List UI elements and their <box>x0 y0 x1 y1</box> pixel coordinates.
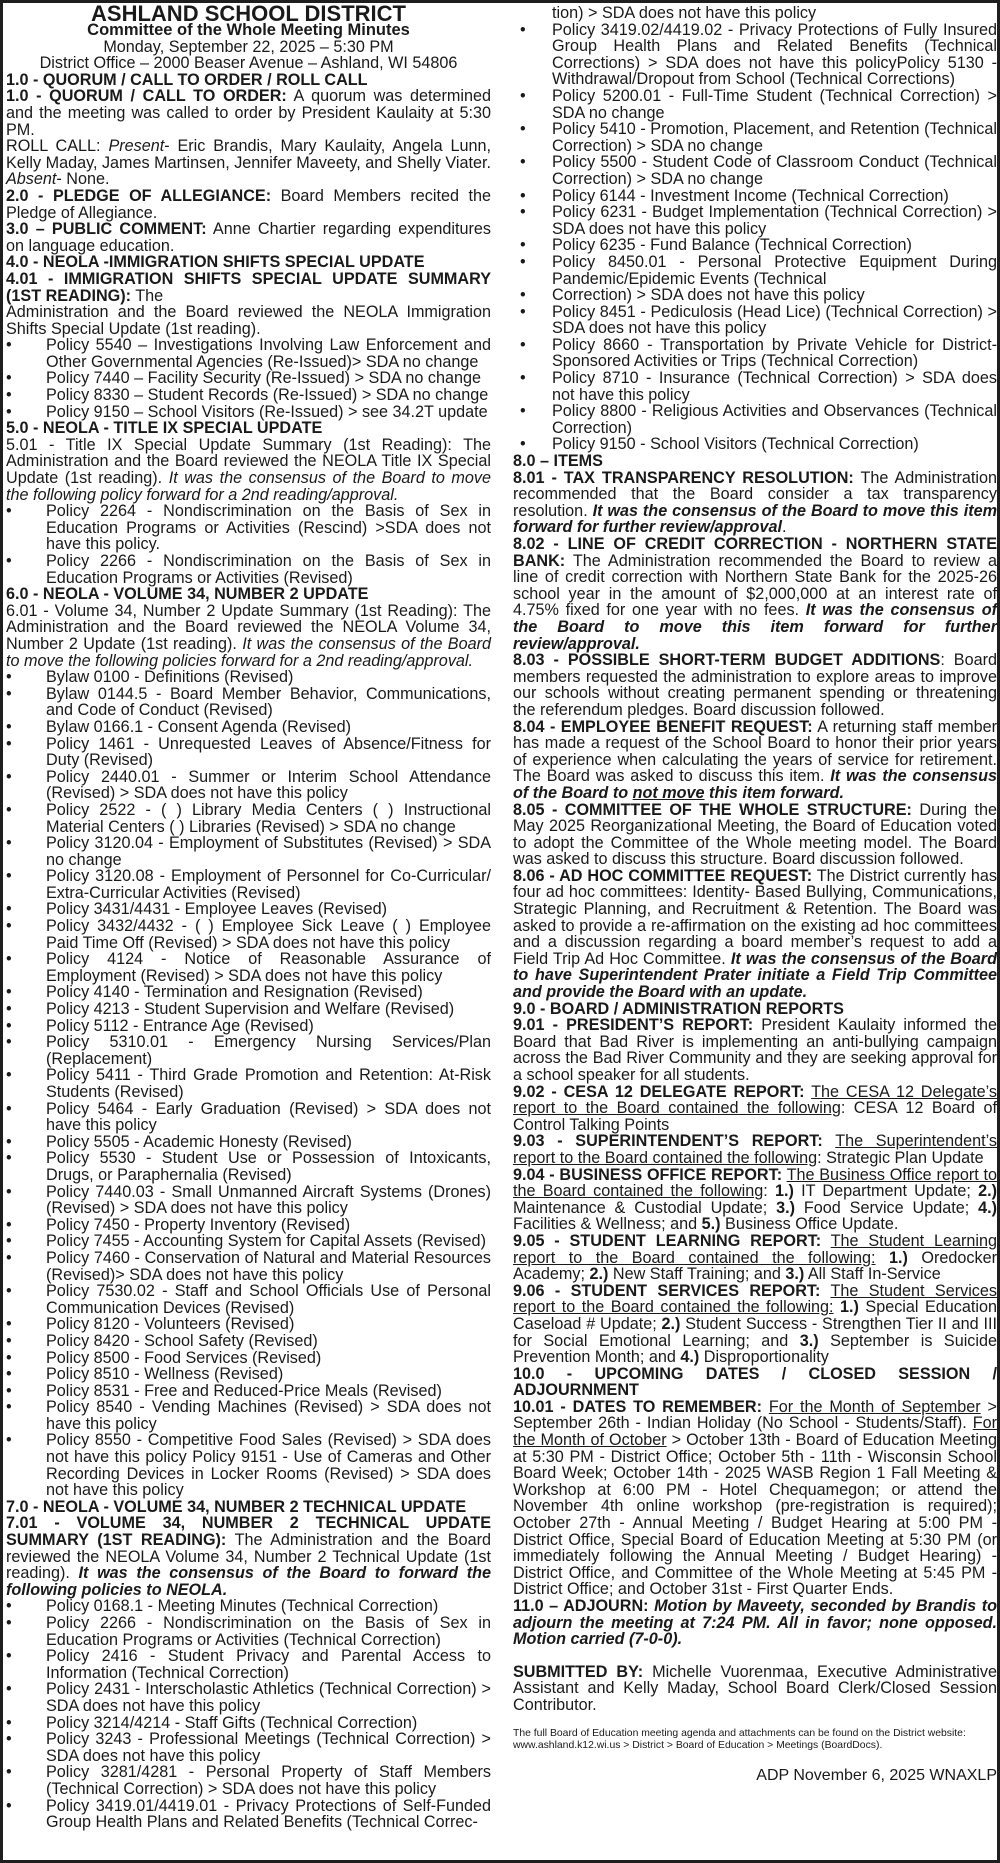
list-item: • Policy 3120.08 - Employment of Personnel for Co-Curricular/ Extra-Curricular Activities (Revised) <box>6 868 491 901</box>
section-5-heading: 5.0 - NEOLA - TITLE IX SPECIAL UPDATE <box>6 419 323 438</box>
list-item: • Policy 8451 - Pediculosis (Head Lice) (Technical Correction) > SDA does not have this policy <box>513 304 997 337</box>
document-subtitle: Committee of the Whole Meeting Minutes <box>87 21 410 39</box>
section-1-heading: 1.0 - QUORUM / CALL TO ORDER / ROLL CALL <box>6 70 368 89</box>
list-item: • Policy 8510 - Wellness (Revised) <box>6 1366 491 1383</box>
list-item: • Policy 8450.01 - Personal Protective Equipment During Pandemic/Epidemic Events (Technical <box>513 254 997 287</box>
report-9-01: 9.01 - PRESIDENT’S REPORT: President Kaulaity informed the Board that Bad River is implementing an anti-bullying campaign across the Bad River Community and they are seeking approval for a school speaker for all students. <box>513 1016 998 1084</box>
list-item: • Policy 5530 - Student Use or Possession of Intoxicants, Drugs, or Paraphernalia (Revised) <box>6 1150 491 1183</box>
section-4-policy-list <box>6 337 491 420</box>
section-4-heading: 4.0 - NEOLA -IMMIGRATION SHIFTS SPECIAL UPDATE <box>6 253 425 272</box>
section-7-body: 7.01 - VOLUME 34, NUMBER 2 TECHNICAL UPDATE SUMMARY (1ST READING): The Administration and the Board reviewed the NEOLA Volume 34, Number 2 Technical Update (1st reading). It was the consensus of the Board to forward the following policies to NEOLA. <box>6 1514 491 1599</box>
meeting-date: Monday, September 22, 2025 – 5:30 PM <box>103 37 394 56</box>
list-item: • Policy 5540 – Investigations Involving Law Enforcement and Other Governmental Agencies (Re-Issued)> SDA no change <box>6 337 491 370</box>
website-note: The full Board of Education meeting agenda and attachments can be found on the District website: www.ashland.k12.wi.us > District > Board of Education > Meetings (BoardDocs). <box>513 1728 997 1753</box>
section-5-body: 5.01 - Title IX Special Update Summary (1st Reading): The Administration and the Board reviewed the NEOLA Title IX Special Update (1st reading). It was the consensus of the Board to move the following policy forward for a 2nd reading/approval. <box>6 435 491 504</box>
absent-line: Absent- None. <box>6 170 110 189</box>
list-item: • Policy 8540 - Vending Machines (Revised) > SDA does not have this policy <box>6 1399 491 1432</box>
spacer <box>513 1648 997 1664</box>
section-9-heading: 9.0 - BOARD / ADMINISTRATION REPORTS <box>513 999 844 1018</box>
section-4-01-body: Administration and the Board reviewed the NEOLA Immigration Shifts Special Update (1st reading). <box>6 303 491 338</box>
list-item: • Policy 5500 - Student Code of Classroom Conduct (Technical Correction) > SDA no change <box>513 154 997 187</box>
list-item: • Policy 4213 - Student Supervision and Welfare (Revised) <box>6 1001 491 1018</box>
list-item: • Policy 7460 - Conservation of Natural and Material Resources (Revised)> SDA does not have this policy <box>6 1250 491 1283</box>
section-8-heading: 8.0 – ITEMS <box>513 452 603 471</box>
section-1-label: 1.0 - QUORUM / CALL TO ORDER: <box>6 87 287 106</box>
section-6-heading: 6.0 - NEOLA - VOLUME 34, NUMBER 2 UPDATE <box>6 585 369 604</box>
meeting-location: District Office – 2000 Beaser Avenue – Ashland, WI 54806 <box>39 54 458 73</box>
list-item: • Policy 9150 - School Visitors (Technical Correction) <box>513 436 997 453</box>
list-item: • Policy 8800 - Religious Activities and Observances (Technical Correction) <box>513 403 997 436</box>
list-item: • Policy 6235 - Fund Balance (Technical Correction) <box>513 237 997 254</box>
list-item: • Policy 3214/4214 - Staff Gifts (Technical Correction) <box>6 1715 491 1732</box>
item-8-05: 8.05 - COMMITTEE OF THE WHOLE STRUCTURE: During the May 2025 Reorganizational Meeting, the Board of Education voted to adopt the Committee of the Whole meeting model. The Board was asked to discuss this structure. Board discussion followed. <box>513 800 997 869</box>
list-item: • Policy 2264 - Nondiscrimination on the Basis of Sex in Education Programs or Activities (Rescind) >SDA does not have this policy. <box>6 503 491 553</box>
item-8-06: 8.06 - AD HOC COMMITTEE REQUEST: The District currently has four ad hoc committees: Identity- Based Bullying, Communications, Strategic Planning, and Recruitment & Retention. The Board was asked to provide a re-affirmation on the existing ad hoc committees and a discussion regarding a board member’s request to add a Field Trip Ad Hoc Committee. It was the consensus of the Board to have Superintendent Prater initiate a Field Trip Committee and provide the Board with an update. <box>513 866 997 1002</box>
list-item: • Policy 8420 - School Safety (Revised) <box>6 1333 491 1350</box>
section-7-policy-list-left <box>6 1598 491 1830</box>
list-item: • Policy 2266 - Nondiscrimination on the Basis of Sex in Education Programs or Activities (Technical Correction) <box>6 1615 491 1648</box>
list-item: • Policy 7440 – Facility Security (Re-Issued) > SDA no change <box>6 370 491 387</box>
list-item: • Policy 6144 - Investment Income (Technical Correction) <box>513 188 997 205</box>
roll-call: ROLL CALL: Present- Eric Brandis, Mary Kaulaity, Angela Lunn, Kelly Maday, James Martinsen, Jennifer Maveety, and Shelly Viater. <box>6 137 492 172</box>
item-8-04: 8.04 - EMPLOYEE BENEFIT REQUEST: A returning staff member has made a request of the School Board to honor their prior years of experience when calculating the years of service for retirement. The Board was asked to discuss this item. It was the consensus of the Board to not move this item forward. <box>513 717 998 802</box>
list-item: • Policy 2266 - Nondiscrimination on the Basis of Sex in Education Programs or Activities (Revised) <box>6 553 491 586</box>
left-column <box>6 1 492 1832</box>
list-item: • Policy 1461 - Unrequested Leaves of Absence/Fitness for Duty (Revised) <box>6 736 491 769</box>
adjournment: 11.0 – ADJOURN: Motion by Maveety, seconded by Brandis to adjourn the meeting at 7:24 PM. All in favor; none opposed. Motion carried (7-0-0). <box>513 1597 997 1649</box>
report-9-06: 9.06 - STUDENT SERVICES REPORT: The Student Services report to the Board contained the following: 1.) Special Education Caseload # Update; 2.) Student Success - Strengthen Tier II and III for Social Emotional Learning; and 3.) September is Suicide Prevention Month; and 4.) Disproportionality <box>513 1281 997 1367</box>
list-item: • Policy 2522 - ( ) Library Media Centers ( ) Instructional Material Centers ( ) Libraries (Revised) > SDA no change <box>6 802 491 835</box>
section-3-body: 3.0 – PUBLIC COMMENT: Anne Chartier regarding expenditures on language education. <box>6 220 491 255</box>
publication-line: ADP November 6, 2025 WNAXLP <box>756 1767 997 1785</box>
list-item: • Bylaw 0166.1 - Consent Agenda (Revised) <box>6 719 491 736</box>
list-item: • Policy 4124 - Notice of Reasonable Assurance of Employment (Revised) > SDA does not have this policy <box>6 951 491 984</box>
report-9-03: 9.03 - SUPERINTENDENT’S REPORT: The Superintendent’s report to the Board contained the following: Strategic Plan Update <box>513 1132 997 1167</box>
list-item: • Policy 0168.1 - Meeting Minutes (Technical Correction) <box>6 1598 491 1615</box>
list-item: • Policy 8330 – Student Records (Re-Issued) > SDA no change <box>6 387 491 404</box>
list-item: • Policy 3419.01/4419.01 - Privacy Protections of Self-Funded Group Health Plans and Related Benefits (Technical Correc- <box>6 1798 491 1831</box>
report-9-04: 9.04 - BUSINESS OFFICE REPORT: The Business Office report to the Board contained the following: 1.) IT Department Update; 2.) Maintenance & Custodial Update; 3.) Food Service Update; 4.) Facilities & Wellness; and 5.) Business Office Update. <box>513 1165 997 1234</box>
report-9-05: 9.05 - STUDENT LEARNING REPORT: The Student Learning report to the Board contained the following: 1.) Oredocker Academy; 2.) New Staff Training; and 3.) All Staff In-Service <box>513 1231 997 1284</box>
list-item: • Policy 5200.01 - Full-Time Student (Technical Correction) > SDA no change <box>513 88 997 121</box>
section-5-policy-list <box>6 503 491 586</box>
dates-to-remember: 10.01 - DATES TO REMEMBER: For the Month of September > September 26th - Indian Holiday (No School - Students/Staff). For the Month of October > October 13th - Board of Education Meeting at 5:30 PM - District Office; October 5th - 11th - Wisconsin School Board Week; October 14th - 2025 WASB Region 1 Fall Meeting & Workshop at 6:00 PM - Hotel Chequamegon; or attend the November 4th online workshop (pre-registration is required); October 27th - Annual Meeting / Budget Hearing at 5:00 PM - District Office, Special Board of Education Meeting at 5:30 PM (or immediately following the Annual Meeting / Budget Hearing) - District Office, and Committee of the Whole Meeting at 5:45 PM - District Office; and October 31st - First Quarter Ends. <box>513 1397 997 1599</box>
list-item-continuation: tion) > SDA does not have this policy <box>552 4 817 22</box>
submitted-by: SUBMITTED BY: Michelle Vuorenmaa, Executive Administrative Assistant and Kelly Maday, School Board Clerk/Closed Session Contributor. <box>513 1662 997 1714</box>
list-item: • Policy 8531 - Free and Reduced-Price Meals (Revised) <box>6 1383 491 1400</box>
list-item: • Policy 2440.01 - Summer or Interim School Attendance (Revised) > SDA does not have this policy <box>6 769 491 802</box>
section-7-policy-list-right <box>513 22 997 453</box>
list-item: • Policy 3419.02/4419.02 - Privacy Protections of Fully Insured Group Health Plans and Related Benefits (Technical Corrections) > SDA does not have this policyPolicy 5130 - Withdrawal/Dropout from School (Technical Corrections) <box>513 22 997 88</box>
list-item: • Policy 3432/4432 - ( ) Employee Sick Leave ( ) Employee Paid Time Off (Revised) > SDA does not have this policy <box>6 918 491 951</box>
list-item: • Policy 7450 - Property Inventory (Revised) <box>6 1217 491 1234</box>
list-item: • Policy 8500 - Food Services (Revised) <box>6 1350 491 1367</box>
item-8-01: 8.01 - TAX TRANSPARENCY RESOLUTION: The Administration recommended that the Board consider a tax transparency resolution. It was the consensus of the Board to move this item forward for further review/approval. <box>513 468 998 537</box>
list-item: • Policy 5505 - Academic Honesty (Revised) <box>6 1134 491 1151</box>
list-item: • Policy 2416 - Student Privacy and Parental Access to Information (Technical Correction) <box>6 1648 491 1681</box>
list-item: • Policy 4140 - Termination and Resignation (Revised) <box>6 984 491 1001</box>
section-2-body: 2.0 - PLEDGE OF ALLEGIANCE: Board Members recited the Pledge of Allegiance. <box>6 186 491 222</box>
section-7-heading: 7.0 - NEOLA - VOLUME 34, NUMBER 2 TECHNICAL UPDATE <box>6 1497 467 1516</box>
list-item: • Policy 6231 - Budget Implementation (Technical Correction) > SDA does not have this policy <box>513 204 997 237</box>
section-10-heading: 10.0 - UPCOMING DATES / CLOSED SESSION / ADJOURNMENT <box>513 1364 997 1400</box>
report-9-02: 9.02 - CESA 12 DELEGATE REPORT: The CESA 12 Delegate’s report to the Board contained the following: CESA 12 Board of Control Talking Points <box>513 1082 997 1134</box>
section-6-policy-list <box>6 669 491 1499</box>
list-item: • Bylaw 0144.5 - Board Member Behavior, Communications, and Code of Conduct (Revised) <box>6 686 491 719</box>
list-item: • Policy 3281/4281 - Personal Property of Staff Members (Technical Correction) > SDA does not have this policy <box>6 1764 491 1797</box>
right-column <box>513 5 997 1785</box>
list-item: • Correction) > SDA does not have this policy <box>513 287 997 304</box>
list-item: • Policy 9150 – School Visitors (Re-Issued) > see 34.2T update <box>6 404 491 421</box>
list-item: • Policy 5310.01 - Emergency Nursing Services/Plan (Replacement) <box>6 1034 491 1067</box>
list-item: • Policy 8660 - Transportation by Private Vehicle for District-Sponsored Activities or Trips (Technical Correction) <box>513 337 997 370</box>
list-item: • Policy 8550 - Competitive Food Sales (Revised) > SDA does not have this policy Policy 9151 - Use of Cameras and Other Recording Devices in Locker Rooms (Revised) > SDA does not have this policy <box>6 1432 491 1498</box>
list-item: • Policy 7440.03 - Small Unmanned Aircraft Systems (Drones) (Revised) > SDA does not have this policy <box>6 1184 491 1217</box>
section-6-body: 6.01 - Volume 34, Number 2 Update Summary (1st Reading): The Administration and the Board reviewed the NEOLA Volume 34, Number 2 Update (1st reading). It was the consensus of the Board to move the following policies forward for a 2nd reading/approval. <box>6 601 491 670</box>
list-item: • Policy 5411 - Third Grade Promotion and Retention: At-Risk Students (Revised) <box>6 1067 491 1100</box>
district-title: ASHLAND SCHOOL DISTRICT <box>91 1 406 26</box>
list-item: • Bylaw 0100 - Definitions (Revised) <box>6 669 491 686</box>
list-item: • Policy 7530.02 - Staff and School Officials Use of Personal Communication Devices (Revised) <box>6 1283 491 1316</box>
list-item: • Policy 7455 - Accounting System for Capital Assets (Revised) <box>6 1233 491 1250</box>
list-item: • Policy 5464 - Early Graduation (Revised) > SDA does not have this policy <box>6 1101 491 1134</box>
list-item: • Policy 3431/4431 - Employee Leaves (Revised) <box>6 901 491 918</box>
list-item: • Policy 5112 - Entrance Age (Revised) <box>6 1018 491 1035</box>
list-item: • Policy 8710 - Insurance (Technical Correction) > SDA does not have this policy <box>513 370 997 403</box>
section-4-01-label: 4.01 - IMMIGRATION SHIFTS SPECIAL UPDATE SUMMARY (1ST READING): The <box>6 269 491 305</box>
list-item: • Policy 3243 - Professional Meetings (Technical Correction) > SDA does not have this policy <box>6 1731 491 1764</box>
list-item: • Policy 5410 - Promotion, Placement, and Retention (Technical Correction) > SDA no change <box>513 121 997 154</box>
list-item: • Policy 3120.04 - Employment of Substitutes (Revised) > SDA no change <box>6 835 491 868</box>
list-item: • Policy 8120 - Volunteers (Revised) <box>6 1316 491 1333</box>
list-item: • Policy 2431 - Interscholastic Athletics (Technical Correction) > SDA does not have this policy <box>6 1681 491 1714</box>
section-1-body: 1.0 - QUORUM / CALL TO ORDER: A quorum was determined and the meeting was called to order by President Kaulaity at 5:30 PM. <box>6 87 491 139</box>
website-path: www.ashland.k12.wi.us > District > Board of Education > Meetings (BoardDocs). <box>513 1739 883 1751</box>
item-8-03: 8.03 - POSSIBLE SHORT-TERM BUDGET ADDITIONS: Board members requested the administration to explore areas to improve our schools without creating permanent spending or threatening the referendum pledges. Board discussion followed. <box>513 651 997 719</box>
item-8-02: 8.02 - LINE OF CREDIT CORRECTION - NORTHERN STATE BANK: The Administration recommended the Board to review a line of credit correction with Northern State Bank for the 2025-26 school year in the amount of $2,000,000 at an interest rate of 4.75% fixed for one year with no fees. It was the consensus of the Board to move this item forward for further review/approval. <box>513 535 997 653</box>
